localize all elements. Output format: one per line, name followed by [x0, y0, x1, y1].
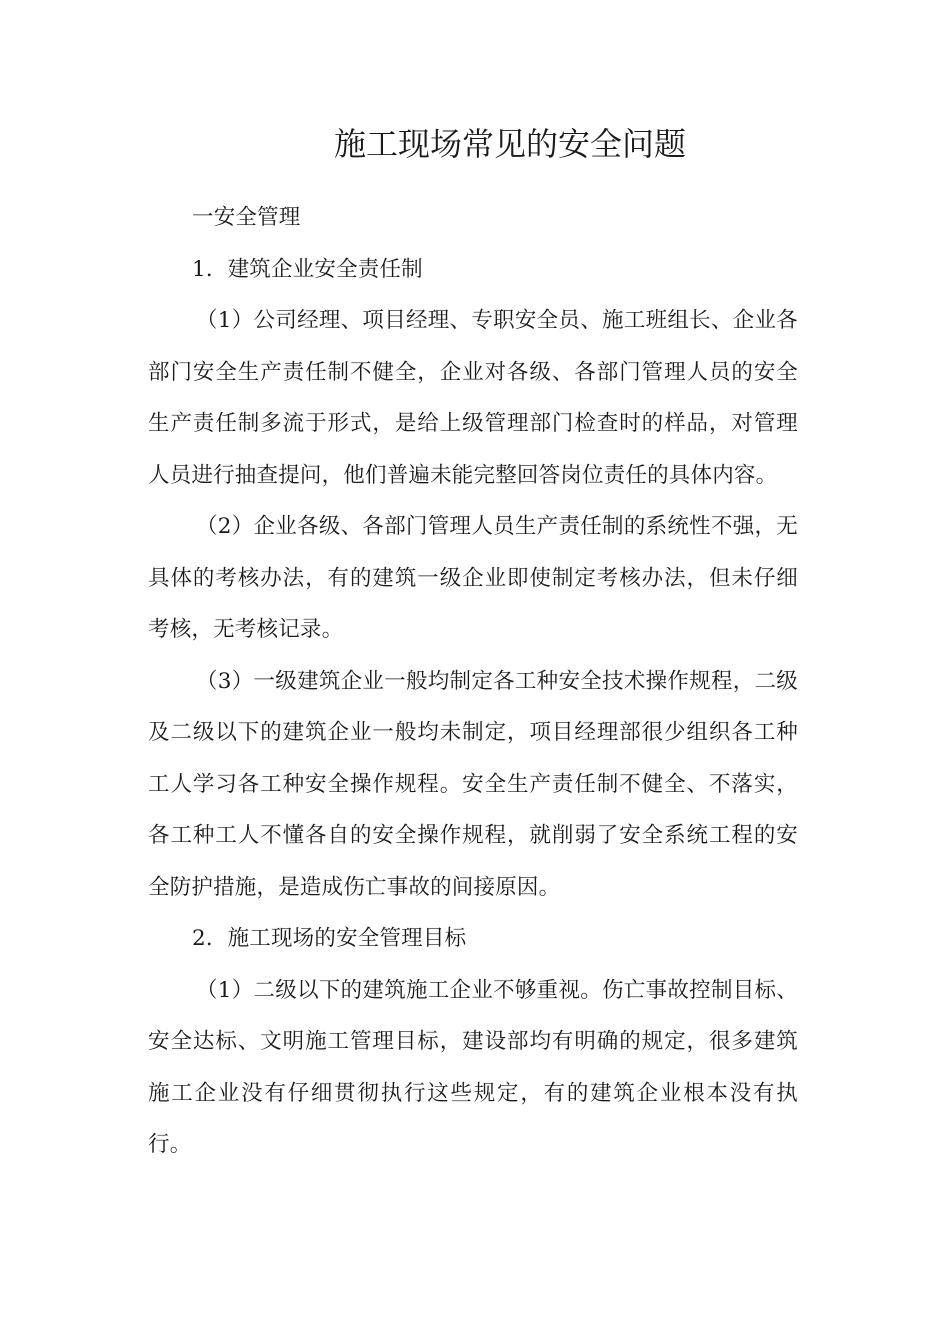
section-heading: 一安全管理 — [192, 205, 301, 230]
paragraph: （1）公司经理、项目经理、专职安全员、施工班组长、企业各部门安全生产责任制不健全，企业对各级、各部门管理人员的安全生产责任制多流于形式，是给上级管理部门检查时的样品，对管理人员进行抽查提问，他们普遍未能完整回答岗位责任的具体内容。 — [148, 308, 798, 488]
paragraph: （3）一级建筑企业一般均制定各工种安全技术操作规程，二级及二级以下的建筑企业一般均未制定，项目经理部很少组织各工种工人学习各工种安全操作规程。安全生产责任制不健全、不落实，各工种工人不懂各自的安全操作规程，就削弱了安全系统工程的安全防护措施，是造成伤亡事故的间接原因。 — [148, 668, 798, 900]
paragraph: （1）二级以下的建筑施工企业不够重视。伤亡事故控制目标、安全达标、文明施工管理目标，建设部均有明确的规定，很多建筑施工企业没有仔细贯彻执行这些规定，有的建筑企业根本没有执行。 — [148, 977, 798, 1157]
document-body — [148, 192, 798, 1171]
paragraph: （2）企业各级、各部门管理人员生产责任制的系统性不强，无具体的考核办法，有的建筑一级企业即使制定考核办法，但未仔细考核，无考核记录。 — [148, 514, 798, 642]
document-title: 施工现场常见的安全问题 — [333, 125, 686, 163]
subsection-heading: 1．建筑企业安全责任制 — [192, 256, 423, 282]
subsection-heading: 2．施工现场的安全管理目标 — [192, 926, 467, 951]
